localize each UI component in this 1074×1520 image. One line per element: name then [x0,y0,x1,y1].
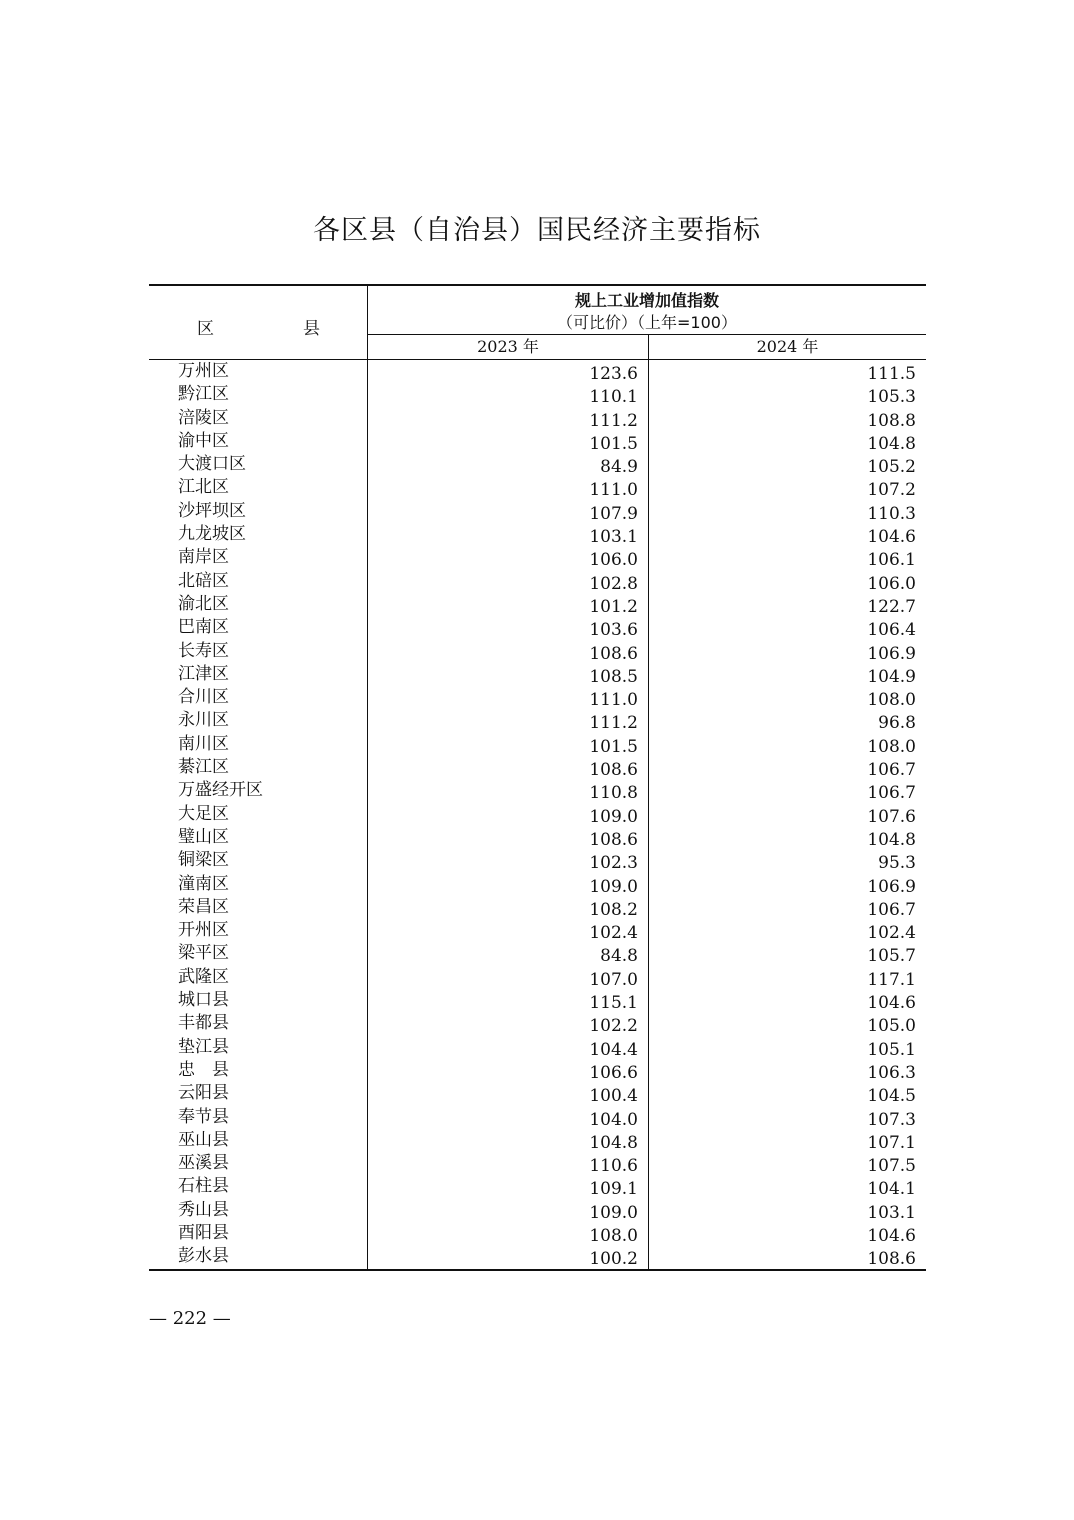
value-2023: 107.9 [589,503,638,524]
value-2024: 105.2 [867,457,916,478]
value-2023: 104.0 [589,1109,638,1130]
table-row [149,942,926,965]
value-2024: 108.6 [867,1249,916,1270]
table-row [149,803,926,826]
value-2023: 109.0 [589,1202,638,1223]
region-name: 奉节县 [178,1106,229,1127]
value-2023: 110.6 [589,1156,638,1177]
value-2023: 106.6 [589,1062,638,1083]
region-name: 彭水县 [178,1246,229,1267]
value-2024: 104.6 [867,1225,916,1246]
table-body [149,360,926,1269]
value-2023: 108.5 [589,666,638,687]
value-2023: 108.2 [589,899,638,920]
region-name: 长寿区 [178,640,229,661]
value-2024: 103.1 [867,1202,916,1223]
value-2023: 102.3 [589,853,638,874]
region-name: 綦江区 [178,757,229,778]
table-row [149,593,926,616]
table-header [149,286,926,360]
table-row [149,1152,926,1175]
value-2024: 106.7 [867,760,916,781]
value-2024: 104.8 [867,433,916,454]
value-2024: 106.7 [867,783,916,804]
table-row [149,709,926,732]
table-row [149,640,926,663]
table-row [149,873,926,896]
table-row [149,989,926,1012]
region-column-header [149,286,367,359]
region-name: 武隆区 [178,966,229,987]
region-name: 丰都县 [178,1013,229,1034]
value-2024: 107.5 [867,1156,916,1177]
region-name: 江北区 [178,477,229,498]
value-2024: 108.0 [867,736,916,757]
value-2023: 101.5 [589,433,638,454]
table-row [149,1036,926,1059]
value-2023: 108.0 [589,1225,638,1246]
region-name: 九龙坡区 [178,524,246,545]
region-name: 铜梁区 [178,850,229,871]
value-2023: 102.4 [589,923,638,944]
region-name: 大足区 [178,803,229,824]
region-name: 巴南区 [178,617,229,638]
value-2023: 109.0 [589,806,638,827]
region-name: 潼南区 [178,873,229,894]
table-row [149,1082,926,1105]
table-row [149,546,926,569]
value-2023: 108.6 [589,829,638,850]
value-2023: 111.0 [589,480,638,501]
region-name: 万盛经开区 [178,780,263,801]
indicator-group-header [368,286,926,335]
value-2024: 105.1 [867,1039,916,1060]
value-2023: 84.8 [600,946,638,967]
region-name: 沙坪坝区 [178,500,246,521]
table-row [149,407,926,430]
value-2023: 111.0 [589,690,638,711]
region-name: 城口县 [178,990,229,1011]
value-2024: 106.7 [867,899,916,920]
region-name: 渝北区 [178,593,229,614]
value-2024: 104.6 [867,993,916,1014]
indicator-name: 规上工业增加值指数 [574,291,719,310]
region-name: 酉阳县 [178,1222,229,1243]
value-2024: 107.2 [867,480,916,501]
table-row [149,523,926,546]
table-row [149,570,926,593]
table-row [149,453,926,476]
region-name: 秀山县 [178,1199,229,1220]
page-number: — 222 — [149,1308,231,1329]
value-2023: 111.2 [589,410,638,431]
value-2024: 106.4 [867,620,916,641]
value-2024: 106.1 [867,550,916,571]
table-row [149,476,926,499]
value-2024: 107.3 [867,1109,916,1130]
table-row [149,1129,926,1152]
table-row [149,1199,926,1222]
table-row [149,896,926,919]
region-name: 北碚区 [178,570,229,591]
value-2024: 104.8 [867,829,916,850]
region-name: 巫溪县 [178,1153,229,1174]
value-2023: 103.6 [589,620,638,641]
value-2023: 115.1 [589,993,638,1014]
indicator-unit: （可比价）（上年=100） [557,313,737,332]
region-name: 云阳县 [178,1083,229,1104]
value-2024: 110.3 [867,503,916,524]
region-name: 永川区 [178,710,229,731]
region-name: 忠 县 [178,1059,229,1080]
value-2023: 104.4 [589,1039,638,1060]
region-name: 梁平区 [178,943,229,964]
value-2023: 101.5 [589,736,638,757]
table-row [149,849,926,872]
table-row [149,733,926,756]
region-header-char-1: 区 [197,319,214,339]
value-2024: 111.5 [867,364,916,384]
value-2024: 106.0 [867,573,916,594]
table-row [149,919,926,942]
region-name: 荣昌区 [178,896,229,917]
value-2023: 103.1 [589,527,638,548]
table-row [149,1175,926,1198]
table-row [149,1106,926,1129]
value-2023: 109.1 [589,1179,638,1200]
value-2024: 106.9 [867,876,916,897]
table-row [149,430,926,453]
year-2023-header: 2023 年 [477,337,539,356]
table-row [149,779,926,802]
value-2023: 102.2 [589,1016,638,1037]
value-2024: 104.9 [867,666,916,687]
value-2024: 106.3 [867,1062,916,1083]
value-2024: 95.3 [878,853,916,874]
value-2024: 104.6 [867,527,916,548]
region-header-char-2: 县 [303,319,320,339]
value-2023: 109.0 [589,876,638,897]
page-title: 各区县（自治县）国民经济主要指标 [313,215,761,246]
value-2023: 106.0 [589,550,638,571]
year-2024-header: 2024 年 [756,337,819,356]
value-2024: 117.1 [867,969,916,990]
table-row [149,383,926,406]
value-2023: 102.8 [589,573,638,594]
value-2024: 106.9 [867,643,916,664]
value-2024: 96.8 [878,713,916,734]
region-name: 涪陵区 [178,407,229,428]
value-2024: 107.6 [867,806,916,827]
value-2024: 105.7 [867,946,916,967]
value-2023: 84.9 [600,457,638,478]
value-2023: 107.0 [589,969,638,990]
region-name: 江津区 [178,663,229,684]
region-name: 南川区 [178,733,229,754]
value-2023: 104.8 [589,1132,638,1153]
value-2024: 107.1 [867,1132,916,1153]
table-row [149,686,926,709]
region-name: 渝中区 [178,430,229,451]
value-2024: 105.0 [867,1016,916,1037]
table-row [149,500,926,523]
value-2024: 104.1 [867,1179,916,1200]
region-name: 璧山区 [178,826,229,847]
region-name: 大渡口区 [178,454,246,475]
value-2023: 101.2 [589,596,638,617]
region-name: 石柱县 [178,1176,229,1197]
value-2023: 108.6 [589,643,638,664]
table-row [149,966,926,989]
region-name: 开州区 [178,920,229,941]
region-name: 巫山县 [178,1129,229,1150]
region-name: 垫江县 [178,1036,229,1057]
data-table [149,284,926,1271]
value-2024: 108.8 [867,410,916,431]
table-row [149,616,926,639]
value-2024: 108.0 [867,690,916,711]
table-row [149,1012,926,1035]
region-name: 南岸区 [178,547,229,568]
value-2023: 123.6 [589,364,638,384]
region-name: 万州区 [178,361,229,381]
table-row [149,1222,926,1245]
value-2024: 102.4 [867,923,916,944]
table-row [149,1245,926,1268]
value-2024: 105.3 [867,387,916,408]
value-2023: 100.2 [589,1249,638,1270]
value-2024: 122.7 [867,596,916,617]
value-2023: 108.6 [589,760,638,781]
value-2023: 100.4 [589,1086,638,1107]
table-row [149,663,926,686]
value-2023: 110.1 [589,387,638,408]
value-2023: 110.8 [589,783,638,804]
value-2024: 104.5 [867,1086,916,1107]
table-row [149,1059,926,1082]
table-row [149,360,926,383]
value-2023: 111.2 [589,713,638,734]
table-row [149,826,926,849]
table-row [149,756,926,779]
region-name: 黔江区 [178,384,229,405]
region-name: 合川区 [178,687,229,708]
